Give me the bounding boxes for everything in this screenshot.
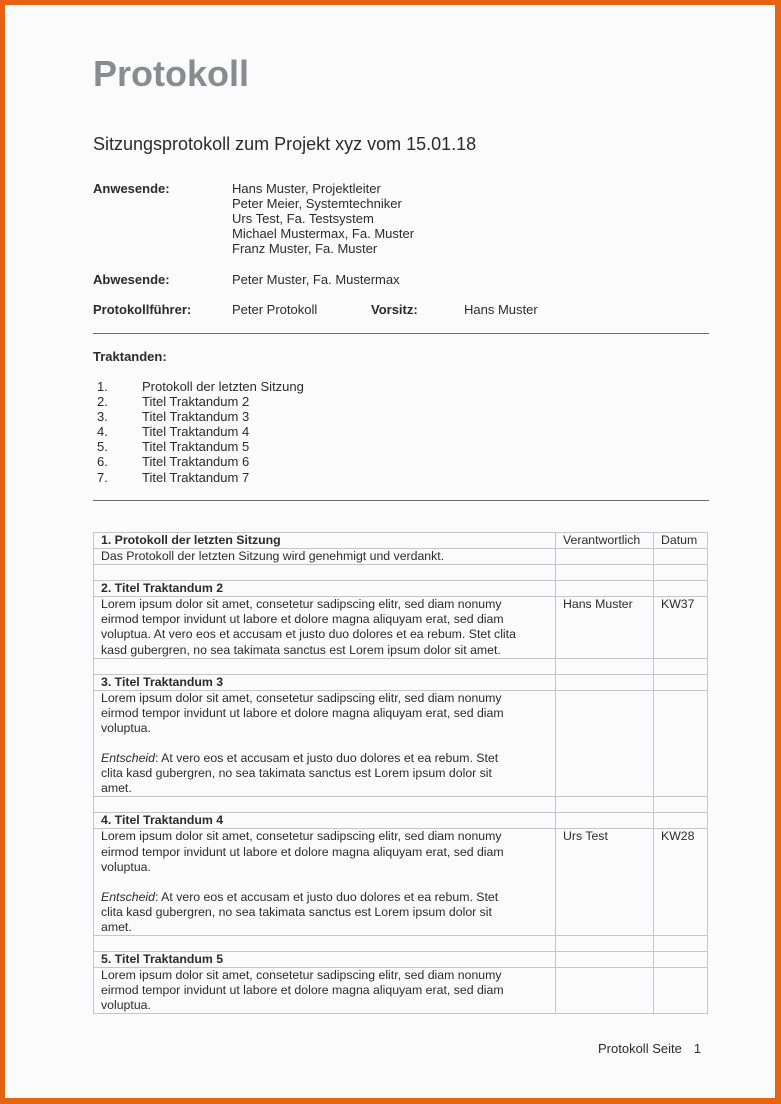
item-text: Titel Traktandum 6 [142,454,250,470]
table-row [94,813,708,829]
column-header-datum: Datum [654,533,708,549]
body-line: eirmod tempor invidunt ut labore et dolore magna aliquyam erat, sed diam [101,844,504,859]
table-row [94,549,708,565]
responsible-cell: Urs Test [556,829,654,936]
section-heading: 4. Titel Traktandum 4 [94,813,556,829]
abwesende-label: Abwesende: [93,272,170,287]
traktanden-label: Traktanden: [93,349,167,364]
body-line: voluptua. At vero eos et accusam et justo duo dolores et ea rebum. Stet clita [101,627,516,642]
section-body: Das Protokoll der letzten Sitzung wird genehmigt und verdankt. [94,549,556,565]
body-line: voluptua. [101,859,151,874]
item-text: Titel Traktandum 7 [142,469,250,485]
page-number: 1 [693,1041,702,1056]
responsible-cell [556,549,654,565]
entscheid-line [101,751,548,766]
section-heading: 1. Protokoll der letzten Sitzung [94,533,556,549]
item-number: 5. [97,439,108,455]
page-footer [598,1041,701,1056]
table-row [94,951,708,967]
abwesende-value: Peter Muster, Fa. Mustermax [232,272,400,287]
entscheid-text: amet. [101,781,132,796]
anwesende-list [232,181,414,256]
divider [93,333,709,334]
column-header-verantwortlich: Verantwortlich [556,533,654,549]
page-title: Protokoll [93,53,250,94]
entscheid-text: amet. [101,919,132,934]
attendee: Peter Meier, Systemtechniker [232,196,402,211]
body-line: kasd gubergren, no sea takimata sanctus est Lorem ipsum dolor sit amet. [101,642,501,657]
entscheid-label: Entscheid [101,889,156,904]
divider [93,500,709,501]
entscheid-text: : At vero eos et accusam et justo duo dolores et ea rebum. Stet [155,751,499,766]
body-line: voluptua. [101,998,151,1013]
anwesende-label: Anwesende: [93,181,170,196]
attendee: Urs Test, Fa. Testsystem [232,211,374,226]
body-line: Lorem ipsum dolor sit amet, consetetur sadipscing elitr, sed diam nonumy [101,597,502,612]
table-row [94,581,708,597]
body-line: eirmod tempor invidunt ut labore et dolore magna aliquyam erat, sed diam [101,983,504,998]
subtitle: Sitzungsprotokoll zum Projekt xyz vom 15.01.18 [93,134,477,154]
responsible-cell [556,690,654,797]
table-row [94,690,708,797]
date-cell [654,690,708,797]
body-line: Lorem ipsum dolor sit amet, consetetur sadipscing elitr, sed diam nonumy [101,968,502,983]
body-line: Lorem ipsum dolor sit amet, consetetur sadipscing elitr, sed diam nonumy [101,829,502,844]
table-row [94,674,708,690]
table-row [94,533,708,549]
table-row [94,829,708,936]
item-number: 4. [97,424,108,440]
body-line: eirmod tempor invidunt ut labore et dolore magna aliquyam erat, sed diam [101,705,504,720]
footer-label: Protokoll Seite [598,1041,682,1056]
table-row-spacer [94,565,708,581]
section-heading: 5. Titel Traktandum 5 [94,951,556,967]
attendee: Michael Mustermax, Fa. Muster [232,226,415,241]
item-number: 3. [97,409,108,425]
item-text: Titel Traktandum 3 [142,409,250,425]
body-line: voluptua. [101,720,151,735]
entscheid-text: clita kasd gubergren, no sea takimata sanctus est Lorem ipsum dolor sit [101,766,492,781]
attendee: Hans Muster, Projektleiter [232,181,381,196]
table-row-spacer [94,935,708,951]
section-body [94,597,556,658]
entscheid-label: Entscheid [101,751,156,766]
table-row-spacer [94,658,708,674]
section-heading: 2. Titel Traktandum 2 [94,581,556,597]
vorsitz-value: Hans Muster [464,302,538,317]
item-text: Titel Traktandum 4 [142,424,250,440]
entscheid-text: : At vero eos et accusam et justo duo dolores et ea rebum. Stet [155,889,499,904]
table-row [94,597,708,658]
section-heading: 3. Titel Traktandum 3 [94,674,556,690]
item-number: 2. [97,394,108,410]
body-line: eirmod tempor invidunt ut labore et dolore magna aliquyam erat, sed diam [101,612,504,627]
body-line: Lorem ipsum dolor sit amet, consetetur sadipscing elitr, sed diam nonumy [101,690,502,705]
date-cell: KW37 [654,597,708,658]
attendee: Franz Muster, Fa. Muster [232,241,378,256]
minutes-table [93,532,708,1014]
section-body [94,968,556,1014]
item-text: Protokoll der letzten Sitzung [142,379,304,394]
item-number: 7. [97,469,108,485]
section-body [94,829,556,936]
item-text: Titel Traktandum 5 [142,439,250,455]
protokollfuehrer-label: Protokollführer: [93,302,192,317]
date-cell [654,968,708,1014]
responsible-cell [556,968,654,1014]
table-row-spacer [94,797,708,813]
table-row [94,968,708,1014]
document-page [5,5,775,1098]
item-text: Titel Traktandum 2 [142,394,250,410]
entscheid-text: clita kasd gubergren, no sea takimata sanctus est Lorem ipsum dolor sit [101,904,492,919]
vorsitz-label: Vorsitz: [371,302,418,317]
item-number: 1. [97,379,108,394]
entscheid-line [101,890,548,905]
protokollfuehrer-value: Peter Protokoll [232,302,318,317]
date-cell [654,549,708,565]
date-cell: KW28 [654,829,708,936]
item-number: 6. [97,454,108,470]
responsible-cell: Hans Muster [556,597,654,658]
section-body [94,690,556,797]
